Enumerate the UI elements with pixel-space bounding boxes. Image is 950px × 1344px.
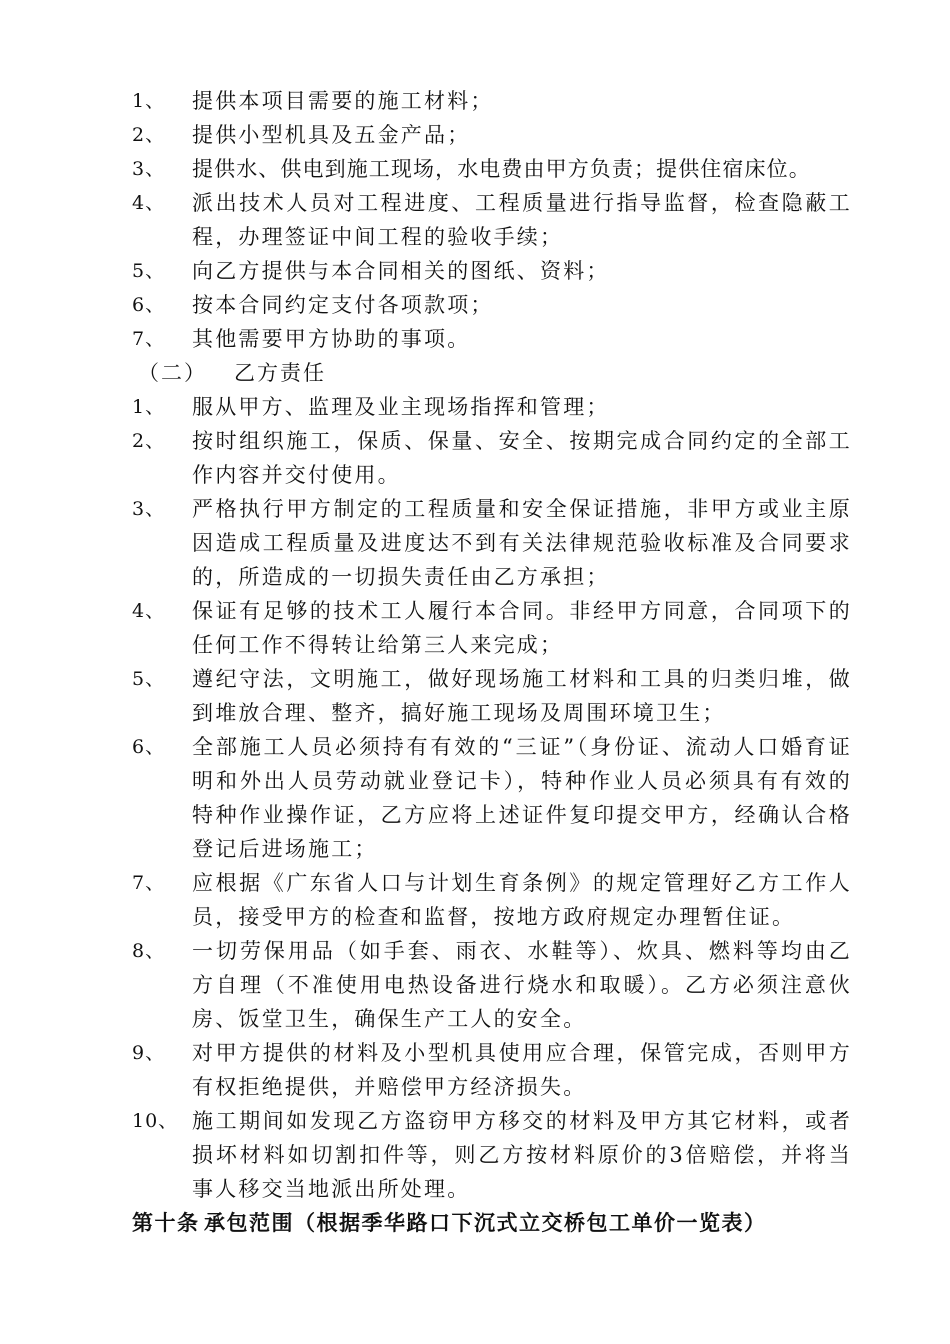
item-text: 应根据《广东省人口与计划生育条例》的规定管理好乙方工作人员，接受甲方的检查和监督，按地方政府规定办理暂住证。 xyxy=(192,871,852,929)
list-item xyxy=(132,152,852,186)
item-number: 7、 xyxy=(132,872,166,894)
item-number: 2、 xyxy=(132,430,166,452)
item-number: 6、 xyxy=(132,294,166,316)
item-text: 提供小型机具及五金产品； xyxy=(192,123,471,147)
list-item xyxy=(132,288,852,322)
item-number: 3、 xyxy=(132,158,166,180)
party-b-list xyxy=(132,390,852,1206)
party-a-list xyxy=(132,84,852,356)
item-number: 4、 xyxy=(132,600,166,622)
item-number: 7、 xyxy=(132,328,166,350)
item-number: 5、 xyxy=(132,668,166,690)
item-text: 对甲方提供的材料及小型机具使用应合理，保管完成，否则甲方有权拒绝提供，并赔偿甲方经济损失。 xyxy=(192,1041,852,1099)
item-text: 派出技术人员对工程进度、工程质量进行指导监督，检查隐蔽工程，办理签证中间工程的验收手续； xyxy=(192,191,852,249)
item-number: 10、 xyxy=(132,1110,179,1132)
item-text: 遵纪守法，文明施工，做好现场施工材料和工具的归类归堆，做到堆放合理、整齐，搞好施工现场及周围环境卫生； xyxy=(192,667,852,725)
item-text: 提供水、供电到施工现场，水电费由甲方负责；提供住宿床位。 xyxy=(192,157,811,181)
item-text: 按时组织施工，保质、保量、安全、按期完成合同约定的全部工作内容并交付使用。 xyxy=(192,429,852,487)
item-number: 1、 xyxy=(132,396,166,418)
item-number: 8、 xyxy=(132,940,166,962)
item-text: 一切劳保用品（如手套、雨衣、水鞋等）、炊具、燃料等均由乙方自理（不准使用电热设备进行烧水和取暖）。乙方必须注意伙房、饭堂卫生，确保生产工人的安全。 xyxy=(192,939,852,1031)
item-text: 服从甲方、监理及业主现场指挥和管理； xyxy=(192,395,610,419)
list-item xyxy=(132,492,852,594)
list-item xyxy=(132,1104,852,1206)
item-number: 4、 xyxy=(132,192,166,214)
list-item xyxy=(132,390,852,424)
item-text: 保证有足够的技术工人履行本合同。非经甲方同意，合同项下的任何工作不得转让给第三人来完成； xyxy=(192,599,852,657)
list-item xyxy=(132,424,852,492)
document-body xyxy=(132,84,852,1240)
list-item xyxy=(132,186,852,254)
list-item xyxy=(132,866,852,934)
item-number: 9、 xyxy=(132,1042,166,1064)
article-title: 承包范围（根据季华路口下沉式立交桥包工单价一览表） xyxy=(204,1210,767,1235)
item-text: 其他需要甲方协助的事项。 xyxy=(192,327,471,351)
list-item xyxy=(132,662,852,730)
item-number: 6、 xyxy=(132,736,166,758)
section-title: 乙方责任 xyxy=(234,361,326,385)
article-heading xyxy=(132,1206,852,1240)
list-item xyxy=(132,594,852,662)
list-item xyxy=(132,254,852,288)
item-number: 3、 xyxy=(132,498,166,520)
list-item xyxy=(132,1036,852,1104)
item-number: 1、 xyxy=(132,90,166,112)
item-text: 向乙方提供与本合同相关的图纸、资料； xyxy=(192,259,610,283)
item-text: 提供本项目需要的施工材料； xyxy=(192,89,494,113)
list-item xyxy=(132,118,852,152)
item-text: 严格执行甲方制定的工程质量和安全保证措施，非甲方或业主原因造成工程质量及进度达不到有关法律规范验收标准及合同要求的，所造成的一切损失责任由乙方承担； xyxy=(192,497,852,589)
item-text: 施工期间如发现乙方盗窃甲方移交的材料及甲方其它材料，或者损坏材料如切割扣件等，则乙方按材料原价的3倍赔偿，并将当事人移交当地派出所处理。 xyxy=(192,1109,852,1201)
item-number: 2、 xyxy=(132,124,166,146)
item-text: 全部施工人员必须持有有效的“三证”（身份证、流动人口婚育证明和外出人员劳动就业登记卡），特种作业人员必须具有有效的特种作业操作证，乙方应将上述证件复印提交甲方，经确认合格登记后进场施工； xyxy=(192,735,852,861)
list-item xyxy=(132,730,852,866)
section-heading xyxy=(132,356,852,390)
list-item xyxy=(132,322,852,356)
list-item xyxy=(132,84,852,118)
list-item xyxy=(132,934,852,1036)
item-text: 按本合同约定支付各项款项； xyxy=(192,293,494,317)
item-number: 5、 xyxy=(132,260,166,282)
section-number: （二） xyxy=(138,361,207,385)
article-number: 第十条 xyxy=(132,1210,200,1235)
